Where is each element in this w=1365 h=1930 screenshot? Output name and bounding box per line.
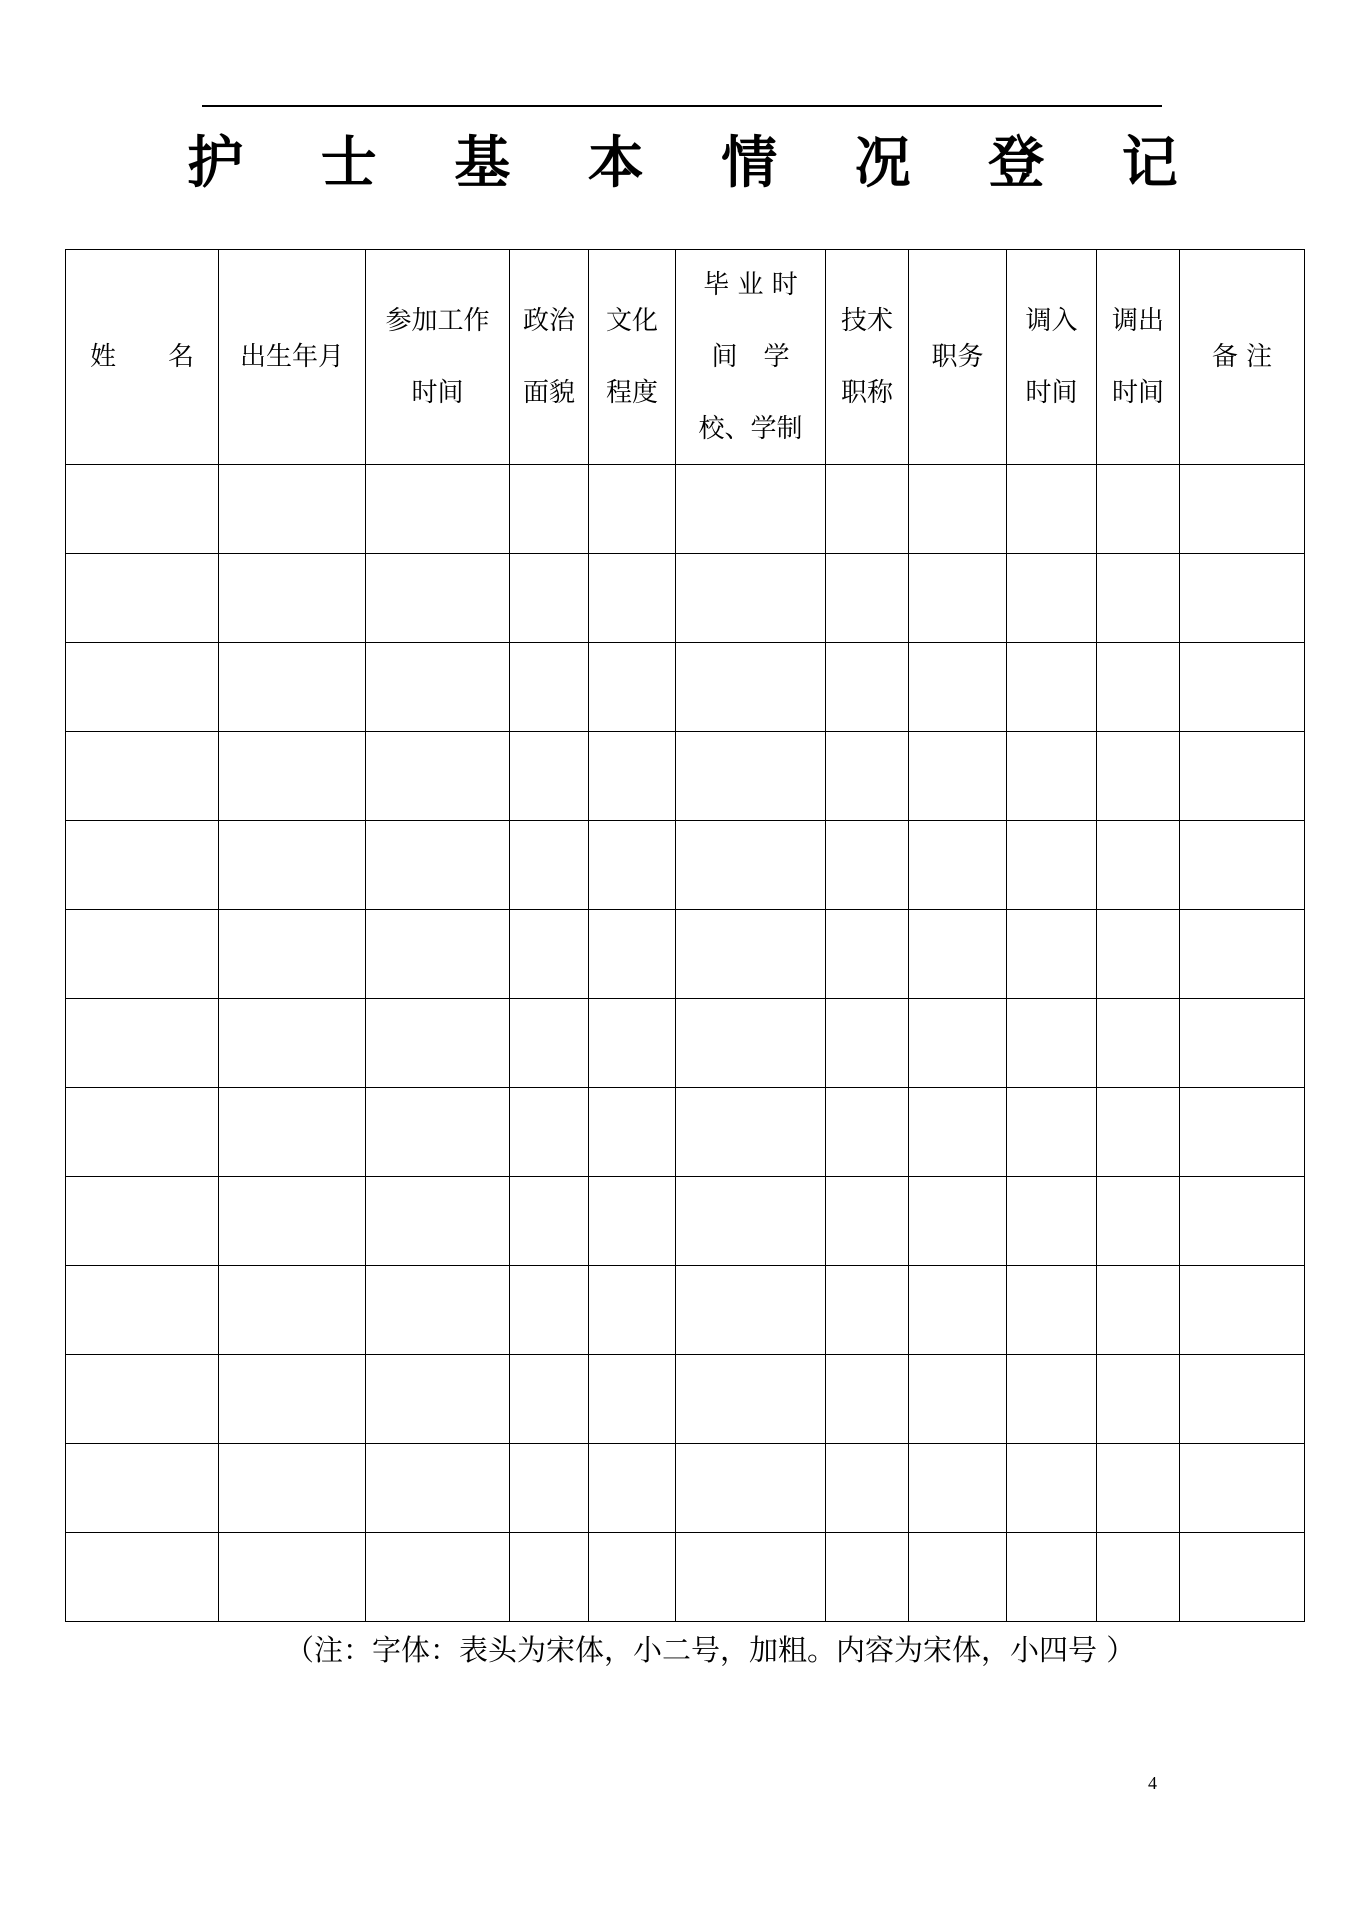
table-cell[interactable] <box>676 732 826 821</box>
table-cell[interactable] <box>366 1177 510 1266</box>
table-cell[interactable] <box>589 1533 676 1622</box>
table-cell[interactable] <box>1007 465 1097 554</box>
table-cell[interactable] <box>66 910 219 999</box>
table-cell[interactable] <box>1097 999 1180 1088</box>
table-cell[interactable] <box>589 643 676 732</box>
table-cell[interactable] <box>1180 1444 1305 1533</box>
header-cell-political-status: 政治 面貌 <box>510 250 589 465</box>
table-cell[interactable] <box>66 999 219 1088</box>
table-cell[interactable] <box>510 1266 589 1355</box>
table-cell[interactable] <box>1097 643 1180 732</box>
table-cell[interactable] <box>1007 999 1097 1088</box>
table-cell[interactable] <box>1007 1088 1097 1177</box>
table-cell[interactable] <box>1180 910 1305 999</box>
table-cell[interactable] <box>676 1533 826 1622</box>
table-cell[interactable] <box>676 643 826 732</box>
table-cell[interactable] <box>66 1088 219 1177</box>
table-cell[interactable] <box>510 465 589 554</box>
table-cell[interactable] <box>909 1355 1007 1444</box>
header-cell-position: 职务 <box>909 250 1007 465</box>
table-cell[interactable] <box>366 1088 510 1177</box>
table-cell[interactable] <box>219 1533 366 1622</box>
table-cell[interactable] <box>909 1177 1007 1266</box>
table-cell[interactable] <box>219 1444 366 1533</box>
table-cell[interactable] <box>1007 1444 1097 1533</box>
table-cell[interactable] <box>219 910 366 999</box>
table-cell[interactable] <box>909 821 1007 910</box>
table-cell[interactable] <box>219 1266 366 1355</box>
table-cell[interactable] <box>510 1177 589 1266</box>
table-cell[interactable] <box>366 999 510 1088</box>
table-cell[interactable] <box>676 1355 826 1444</box>
table-cell[interactable] <box>1007 1266 1097 1355</box>
table-cell[interactable] <box>909 1088 1007 1177</box>
table-row <box>66 732 1305 821</box>
table-cell[interactable] <box>66 1444 219 1533</box>
table-cell[interactable] <box>219 554 366 643</box>
table-cell[interactable] <box>1180 1533 1305 1622</box>
table-cell[interactable] <box>826 910 909 999</box>
table-cell[interactable] <box>1097 732 1180 821</box>
header-cell-graduation: 毕 业 时 间 学 校、学制 <box>676 250 826 465</box>
table-cell[interactable] <box>909 1266 1007 1355</box>
table-cell[interactable] <box>589 1088 676 1177</box>
table-row <box>66 1266 1305 1355</box>
table-row <box>66 554 1305 643</box>
page-title: 护 士 基 本 情 况 登 记 <box>187 131 1207 196</box>
header-cell-name: 姓 名 <box>66 250 219 465</box>
table-cell[interactable] <box>1180 1177 1305 1266</box>
table-cell[interactable] <box>1180 999 1305 1088</box>
header-cell-transfer-in: 调入 时间 <box>1007 250 1097 465</box>
table-row <box>66 821 1305 910</box>
table-cell[interactable] <box>366 821 510 910</box>
header-cell-technical-title: 技术 职称 <box>826 250 909 465</box>
table-cell[interactable] <box>589 732 676 821</box>
table-row <box>66 1444 1305 1533</box>
table-cell[interactable] <box>219 732 366 821</box>
table-cell[interactable] <box>66 1355 219 1444</box>
table-cell[interactable] <box>66 1266 219 1355</box>
table-row <box>66 1533 1305 1622</box>
header-cell-birth: 出生年月 <box>219 250 366 465</box>
table-cell[interactable] <box>909 910 1007 999</box>
table-cell[interactable] <box>589 554 676 643</box>
table-cell[interactable] <box>366 1266 510 1355</box>
table-cell[interactable] <box>366 1533 510 1622</box>
table-body <box>66 465 1305 1622</box>
table-cell[interactable] <box>1097 1266 1180 1355</box>
table-cell[interactable] <box>826 1533 909 1622</box>
table-cell[interactable] <box>676 1266 826 1355</box>
table-cell[interactable] <box>366 1355 510 1444</box>
table-cell[interactable] <box>1007 1177 1097 1266</box>
header-cell-transfer-out: 调出 时间 <box>1097 250 1180 465</box>
table-cell[interactable] <box>1180 643 1305 732</box>
table-cell[interactable] <box>826 465 909 554</box>
table-cell[interactable] <box>510 732 589 821</box>
table-cell[interactable] <box>1097 1444 1180 1533</box>
table-cell[interactable] <box>366 465 510 554</box>
table-cell[interactable] <box>510 643 589 732</box>
table-cell[interactable] <box>1180 821 1305 910</box>
table-cell[interactable] <box>826 643 909 732</box>
table-cell[interactable] <box>1180 465 1305 554</box>
table-cell[interactable] <box>510 821 589 910</box>
table-cell[interactable] <box>510 999 589 1088</box>
table-row <box>66 643 1305 732</box>
table-cell[interactable] <box>826 1177 909 1266</box>
table-cell[interactable] <box>589 1444 676 1533</box>
table-cell[interactable] <box>826 821 909 910</box>
table-cell[interactable] <box>510 910 589 999</box>
table-cell[interactable] <box>1097 910 1180 999</box>
table-row <box>66 910 1305 999</box>
header-cell-remarks: 备 注 <box>1180 250 1305 465</box>
table-cell[interactable] <box>1007 554 1097 643</box>
page-number: 4 <box>1148 1773 1157 1793</box>
table-cell[interactable] <box>826 1266 909 1355</box>
table-cell[interactable] <box>676 821 826 910</box>
table-row <box>66 1177 1305 1266</box>
table-cell[interactable] <box>589 910 676 999</box>
table-row <box>66 1355 1305 1444</box>
table-cell[interactable] <box>219 465 366 554</box>
table-cell[interactable] <box>909 732 1007 821</box>
table-cell[interactable] <box>366 554 510 643</box>
table-cell[interactable] <box>909 554 1007 643</box>
table-cell[interactable] <box>1180 732 1305 821</box>
table-row <box>66 999 1305 1088</box>
table-cell[interactable] <box>219 821 366 910</box>
table-cell[interactable] <box>909 1533 1007 1622</box>
table-cell[interactable] <box>1180 554 1305 643</box>
table-cell[interactable] <box>1097 1533 1180 1622</box>
table-cell[interactable] <box>589 821 676 910</box>
table-cell[interactable] <box>676 999 826 1088</box>
table-cell[interactable] <box>676 554 826 643</box>
table-cell[interactable] <box>826 1444 909 1533</box>
table-cell[interactable] <box>366 910 510 999</box>
table-cell[interactable] <box>676 1177 826 1266</box>
top-rule <box>202 105 1162 107</box>
table-cell[interactable] <box>1097 554 1180 643</box>
table-cell[interactable] <box>510 1444 589 1533</box>
table-cell[interactable] <box>66 821 219 910</box>
table-cell[interactable] <box>510 1355 589 1444</box>
table-cell[interactable] <box>909 643 1007 732</box>
table-cell[interactable] <box>66 1533 219 1622</box>
table-cell[interactable] <box>589 465 676 554</box>
table-cell[interactable] <box>219 1177 366 1266</box>
table-cell[interactable] <box>676 1444 826 1533</box>
table-cell[interactable] <box>1097 1355 1180 1444</box>
table-cell[interactable] <box>1007 821 1097 910</box>
table-cell[interactable] <box>676 910 826 999</box>
nurse-register-table <box>65 249 1305 1622</box>
table-cell[interactable] <box>1007 1355 1097 1444</box>
table-cell[interactable] <box>510 554 589 643</box>
table-cell[interactable] <box>909 465 1007 554</box>
header-cell-work-start: 参加工作 时间 <box>366 250 510 465</box>
table-cell[interactable] <box>1097 821 1180 910</box>
table-cell[interactable] <box>909 999 1007 1088</box>
table-row <box>66 465 1305 554</box>
table-cell[interactable] <box>1097 1177 1180 1266</box>
table-cell[interactable] <box>219 1355 366 1444</box>
table-cell[interactable] <box>366 1444 510 1533</box>
table-cell[interactable] <box>826 999 909 1088</box>
table-cell[interactable] <box>510 1088 589 1177</box>
table-cell[interactable] <box>366 643 510 732</box>
table-cell[interactable] <box>676 1088 826 1177</box>
table-cell[interactable] <box>1180 1355 1305 1444</box>
table-cell[interactable] <box>66 554 219 643</box>
table-cell[interactable] <box>219 1088 366 1177</box>
table-cell[interactable] <box>589 1177 676 1266</box>
table-cell[interactable] <box>219 999 366 1088</box>
table-cell[interactable] <box>66 465 219 554</box>
table-cell[interactable] <box>1007 910 1097 999</box>
table-cell[interactable] <box>219 643 366 732</box>
table-cell[interactable] <box>1007 732 1097 821</box>
table-row <box>66 1088 1305 1177</box>
table-cell[interactable] <box>1097 1088 1180 1177</box>
table-cell[interactable] <box>826 1355 909 1444</box>
table-cell[interactable] <box>1097 465 1180 554</box>
table-header-row <box>66 250 1305 465</box>
footnote: （注：字体：表头为宋体，小二号，加粗。内容为宋体，小四号 ） <box>285 1633 1136 1667</box>
table-cell[interactable] <box>1180 1088 1305 1177</box>
table-cell[interactable] <box>909 1444 1007 1533</box>
table-cell[interactable] <box>589 1355 676 1444</box>
table-cell[interactable] <box>366 732 510 821</box>
table-cell[interactable] <box>1007 643 1097 732</box>
table-cell[interactable] <box>66 1177 219 1266</box>
table-cell[interactable] <box>510 1533 589 1622</box>
table-cell[interactable] <box>589 999 676 1088</box>
table-cell[interactable] <box>66 732 219 821</box>
table-cell[interactable] <box>676 465 826 554</box>
table-cell[interactable] <box>826 732 909 821</box>
table-cell[interactable] <box>826 554 909 643</box>
table-cell[interactable] <box>1180 1266 1305 1355</box>
table-cell[interactable] <box>589 1266 676 1355</box>
header-cell-education: 文化 程度 <box>589 250 676 465</box>
table-cell[interactable] <box>1007 1533 1097 1622</box>
table-cell[interactable] <box>826 1088 909 1177</box>
table-cell[interactable] <box>66 643 219 732</box>
